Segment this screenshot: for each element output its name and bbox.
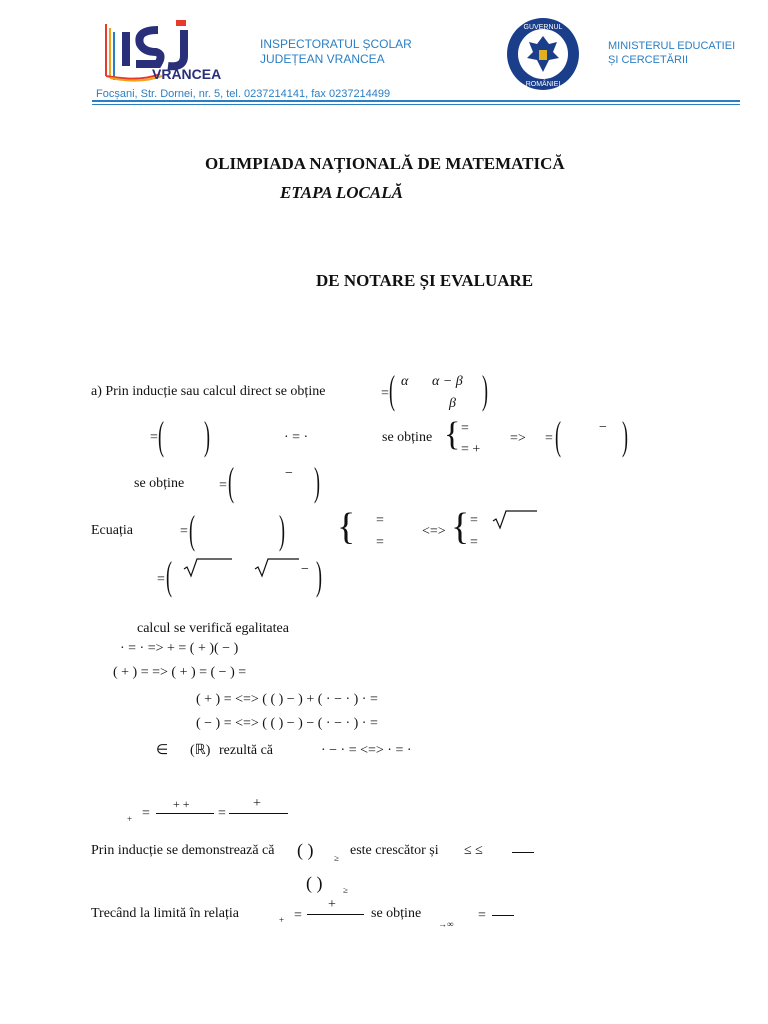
line-2-eq: =: [150, 430, 158, 445]
matrix-6-minus: −: [301, 562, 309, 577]
government-seal-icon: [505, 16, 581, 92]
matrix-4-minus: −: [285, 466, 293, 481]
matrix-1-a12: α − β: [432, 374, 463, 389]
matrix-6-paren-right: ): [316, 553, 322, 598]
line-14-paren: ( ): [306, 873, 323, 893]
line-15-eq: =: [294, 908, 302, 923]
fraction-1-bar: [156, 813, 214, 814]
line-10-eq: ( − ) = <=> ( ( ) − ) − ( · − · ) · =: [196, 716, 378, 731]
system-brace: {: [444, 416, 461, 453]
matrix-4-paren-left: (: [228, 459, 234, 504]
line-7-eq: · = · => + = ( + )( − ): [120, 641, 239, 656]
matrix-5-paren-right: ): [279, 507, 285, 552]
system-3-brace: {: [451, 506, 470, 548]
line-2-text: se obține: [382, 430, 433, 445]
fraction-5-bar: [492, 915, 514, 916]
system-2-brace: {: [337, 506, 356, 548]
line-13-ge: ≥: [334, 853, 339, 863]
fraction-2-num: +: [253, 796, 261, 811]
line-5-eq: =: [157, 572, 165, 587]
matrix-1-a11: α: [401, 374, 409, 389]
svg-text:ROMÂNIEI: ROMÂNIEI: [525, 81, 561, 88]
fraction-4-num: +: [328, 897, 336, 912]
line-8-eq: ( + ) = => ( + ) = ( − ) =: [113, 665, 247, 680]
system-2-eq-a: =: [376, 513, 384, 528]
matrix-1-paren-left: (: [389, 367, 395, 412]
sqrt-icon-3: [254, 558, 300, 583]
line-15-eq2: =: [478, 908, 486, 923]
line-15-text2: se obține: [371, 906, 422, 921]
fraction-1-num: + +: [173, 797, 190, 811]
document-subtitle: ETAPA LOCALĂ: [280, 183, 403, 202]
line-13-text: Prin inducție se demonstrează că: [91, 843, 275, 858]
line-3-text: se obține: [134, 476, 185, 491]
line-2-implies: =>: [510, 431, 526, 446]
line-15-text: Trecând la limită în relația: [91, 906, 239, 921]
fraction-4-bar: [307, 914, 364, 915]
line-4-text: Ecuația: [91, 523, 133, 538]
line-15-sub: +: [279, 915, 285, 925]
system-eq-1: =: [461, 421, 469, 436]
line-12-eq2: =: [218, 806, 226, 821]
line-11-rest: · − · = <=> · = ·: [321, 743, 412, 758]
line-1-eq: =: [381, 386, 389, 401]
line-11-in: ∈: [156, 743, 169, 758]
sqrt-icon-1: [492, 510, 538, 535]
line-11-set: (ℝ): [190, 743, 211, 758]
line-13-le: ≤ ≤: [464, 843, 483, 858]
ministry-name-line2: ȘI CERCETĂRII: [608, 54, 689, 66]
contact-address: Focșani, Str. Dornei, nr. 5, tel. 0237214141, fax 0237214499: [96, 88, 391, 100]
matrix-6-paren-left: (: [166, 553, 172, 598]
system-3-eq-d: =: [470, 535, 478, 550]
line-9-eq: ( + ) = <=> ( ( ) − ) + ( · − · ) · =: [196, 692, 378, 707]
line-3-eq: =: [219, 478, 227, 493]
line-4-iff: <=>: [422, 524, 446, 539]
matrix-2-paren-left: (: [158, 413, 164, 458]
header-divider-thin: [92, 104, 740, 105]
section-title: DE NOTARE ȘI EVALUARE: [316, 271, 534, 290]
matrix-3-paren-right: ): [622, 413, 628, 458]
line-15-lim: →∞: [438, 919, 454, 929]
matrix-1-paren-right: ): [482, 367, 488, 412]
system-2-eq-b: =: [376, 535, 384, 550]
system-3-eq-c: =: [470, 513, 478, 528]
system-eq-2: = +: [461, 442, 481, 457]
inspectorate-name-line2: JUDEȚEAN VRANCEA: [260, 52, 385, 66]
matrix-5-paren-left: (: [189, 507, 195, 552]
logo-subtext: VRANCEA: [152, 66, 222, 82]
line-13-text2: este crescător și: [350, 843, 439, 858]
matrix-1-a22: β: [449, 396, 456, 411]
ministry-name-line1: MINISTERUL EDUCATIEI: [608, 40, 736, 52]
line-14-ge: ≥: [343, 885, 348, 895]
line-4-eq: =: [180, 524, 188, 539]
matrix-4-paren-right: ): [314, 459, 320, 504]
matrix-3-paren-left: (: [555, 413, 561, 458]
line-12-eq1: =: [142, 806, 150, 821]
matrix-2-paren-right: ): [204, 413, 210, 458]
line-13-paren: ( ): [297, 840, 314, 860]
sqrt-icon-2: [183, 558, 233, 583]
fraction-3-bar: [512, 852, 534, 853]
line-1-text: a) Prin inducție sau calcul direct se obține: [91, 384, 326, 399]
fraction-2-bar: [229, 813, 288, 814]
line-2-eq2: =: [545, 431, 553, 446]
inspectorate-name-line1: INSPECTORATUL ȘCOLAR: [260, 37, 412, 51]
matrix-3-minus: −: [599, 420, 607, 435]
document-title: OLIMPIADA NAȚIONALĂ DE MATEMATICĂ: [205, 154, 565, 173]
line-2-dots: · = ·: [284, 430, 309, 445]
line-12-sub: +: [127, 814, 133, 824]
header-divider: [92, 100, 740, 102]
line-6-text: calcul se verifică egalitatea: [137, 621, 289, 636]
svg-text:GUVERNUL: GUVERNUL: [523, 24, 563, 31]
line-11-text: rezultă că: [219, 743, 274, 758]
